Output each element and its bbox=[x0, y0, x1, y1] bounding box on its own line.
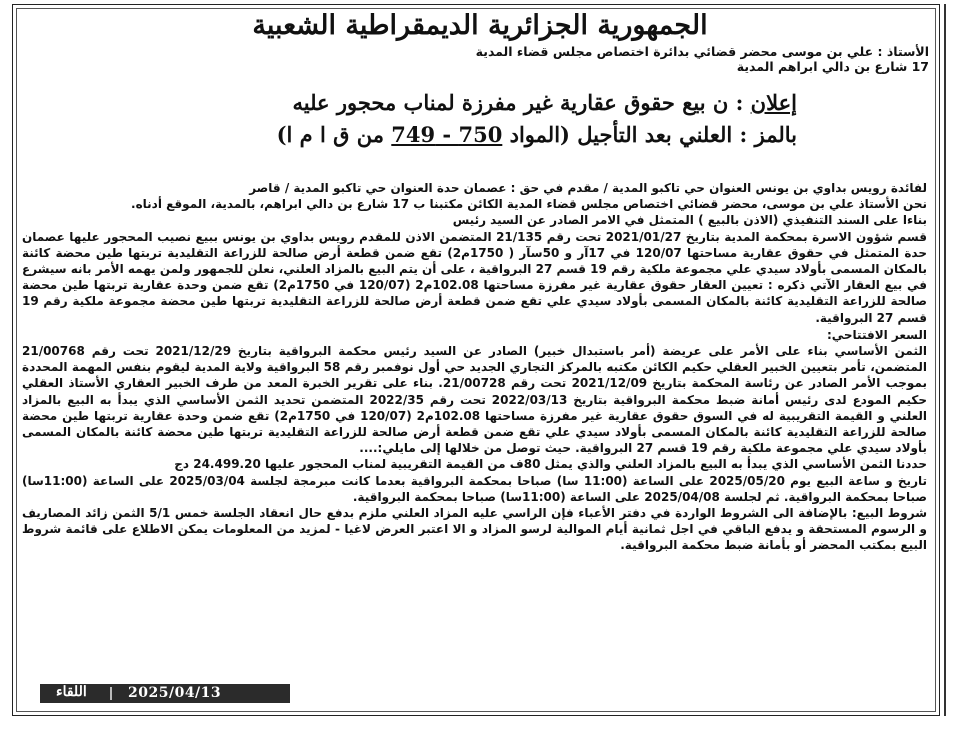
announcement-line2-end: من ق ا م ا) bbox=[276, 122, 384, 147]
announcement-label: إعلان bbox=[750, 90, 797, 115]
executive-title-paragraph: بناءا على السند التنفيذي (الاذن بالبيع ) المتمثل في الامر الصادر عن السيد رئيس bbox=[452, 213, 927, 228]
sale-conditions-paragraph: شروط البيع: بالإضافة الى الشروط الواردة في دفتر الأعباء فإن الراسي عليه المزاد العلني ملزم بدفع حال انعقاد الجلسة خمس 5/1 الثمن زائد المصاريف و الرسوم المستحقة و يدفع الباقي في اجل ثمانية أيام الموالية لرسو المزاد و الا اعتبر العرض لاغيا - لمزيد من المعلومات يمكن الاطلاع على قائمة شروط البيع بمكتب المحضر أو بأمانة ضبط محكمة البرواقية. bbox=[22, 506, 927, 553]
column-rule bbox=[944, 4, 946, 716]
opening-price-heading: السعر الافتتاحي: bbox=[826, 327, 927, 342]
base-price-paragraph: حددنا الثمن الأساسي الذي يبدأ به البيع بالمزاد العلني والذي يمثل 80ف من القيمة التقريبية لمناب المحجور عليها 24.499.20 دج bbox=[174, 457, 927, 472]
property-description-paragraph: قسم شؤون الاسرة بمحكمة المدية بتاريخ 2021/01/27 تحت رقم 21/135 المتضمن الاذن للمقدم رويس بداوي بن يونس ببيع نصيب المحجور عليها عصمان حدة المتمثل في حقوق عقارية مساحتها 120/07 في 17آر و 50سآر ( 1750م2) تقع ضمن قطعة أرض صالحة للزراعة التقليدية تربتها طين محضة كائنة بالمكان المسمى بأولاد سيدي علي مجموعة ملكية رقم 19 قسم 27 البرواقية ، على أن يتم البيع بالمزاد العلني، نعلن للجمهور ولمن يهمه الأمر بانه سيشرع في بيع العقار الآتي ذكره : تعيين العقار حقوق عقارية غير مفرزة مساحتها 102.08م2 (120/07 في 1750م2) تقع ضمن وحدة عقارية تربتها طين محضة صالحة للزراعة التقليدية كائنة بالمكان المسمى بأولاد سيدي علي تقع ضمن قطعة أرض صالحة للزراعة التقليدية تربتها طين محضة مجموعة ملكية رقم 19 قسم 27 البرواقية. bbox=[22, 229, 928, 325]
notice-body bbox=[22, 180, 927, 554]
newspaper-name: اللقاء bbox=[56, 684, 87, 700]
office-line: الأستاذ : علي بن موسى محضر قضائي بدائرة اختصاص مجلس قضاء المدية bbox=[475, 44, 929, 59]
publication-date: 2025/04/13 bbox=[128, 685, 222, 701]
footer-separator bbox=[110, 687, 112, 700]
sale-date-paragraph: تاريخ و ساعة البيع يوم 2025/05/20 على الساعة (11:00 سا) صباحا بمحكمة البرواقية بعدما كانت مبرمجة لجلسة 2025/03/04 على الساعة (11:00سا) صباحا بمحكمة البرواقية. ثم لجلسة 2025/04/08 على الساعة (11:00سا) صباحا بمحكمة البرواقية. bbox=[22, 473, 927, 504]
publication-footer bbox=[40, 684, 290, 703]
address-line: 17 شارع بن دالي ابراهم المدية bbox=[736, 59, 929, 74]
republic-title: الجمهورية الجزائرية الديمقراطية الشعبية bbox=[252, 10, 708, 41]
announcement-line2-start: بالمز : العلني بعد التأجيل (المواد bbox=[509, 122, 797, 147]
expertise-paragraph: الثمن الأساسي بناء على الأمر على عريضة (أمر باستبدال خبير) الصادر عن السيد رئيس محكمة البرواقية بتاريخ 2021/12/29 تحت رقم 21/00768 المتضمن، تأمر بتعيين الخبير العقلي حكيم الكائن مكتبه بالمركز التجاري الجديد حي أول نوفمبر رقم 58 البرواقية ولاية المدية ليقوم بنفس المهمة المحددة بموجب الأمر الصادر عن رئاسة المحكمة بتاريخ 2021/12/09 تحت رقم 21/00728. بناء على تقرير الخبرة المعد من طرف الخبير العقاري الأستاذ العقلي حكيم المودع لدى رئيس أمانة ضبط محكمة البرواقية بتاريخ 2022/03/13 تحت رقم 2022/35 المتضمن تحديد الثمن الأساسي الذي يبدأ به البيع بالمزاد العلني و القيمة التقريبية له في السوق حقوق عقارية غير مفرزة مساحتها 102.08م2 (120/07 في 1750م2) تقع ضمن وحدة عقارية تربتها طين محضة صالحة للزراعة التقليدية كائنة بالمكان المسمى بأولاد سيدي علي تقع ضمن قطعة أرض صالحة للزراعة التقليدية تربتها طين محضة كائنة بالمكان المسمى بأولاد سيدي علي مجموعة ملكية رقم 19 قسم 27 البرواقية. حيث توصل من خلالها إلى مايلي:.... bbox=[22, 344, 928, 456]
articles-numbers: 750 - 749 bbox=[391, 122, 503, 147]
bailiff-header bbox=[229, 44, 929, 74]
beneficiary-paragraph: لفائدة رويس بداوي بن يونس العنوان حي تاكبو المدية / مقدم في حق : عصمان حدة العنوان حي تاكبو المدية / قاصر bbox=[249, 181, 927, 195]
announcement-title-line1 bbox=[177, 90, 797, 115]
announcement-title-line2 bbox=[177, 122, 797, 147]
bailiff-paragraph: نحن الأستاذ علي بن موسى، محضر قضائي اختصاص مجلس قضاء المدية الكائن مكتبنا ب 17 شارع بن دالي ابراهم، بالمدية، الموقع أدناه. bbox=[131, 197, 927, 212]
announcement-title-rest: : ن بيع حقوق عقارية غير مفرزة لمناب محجور عليه bbox=[292, 90, 744, 115]
